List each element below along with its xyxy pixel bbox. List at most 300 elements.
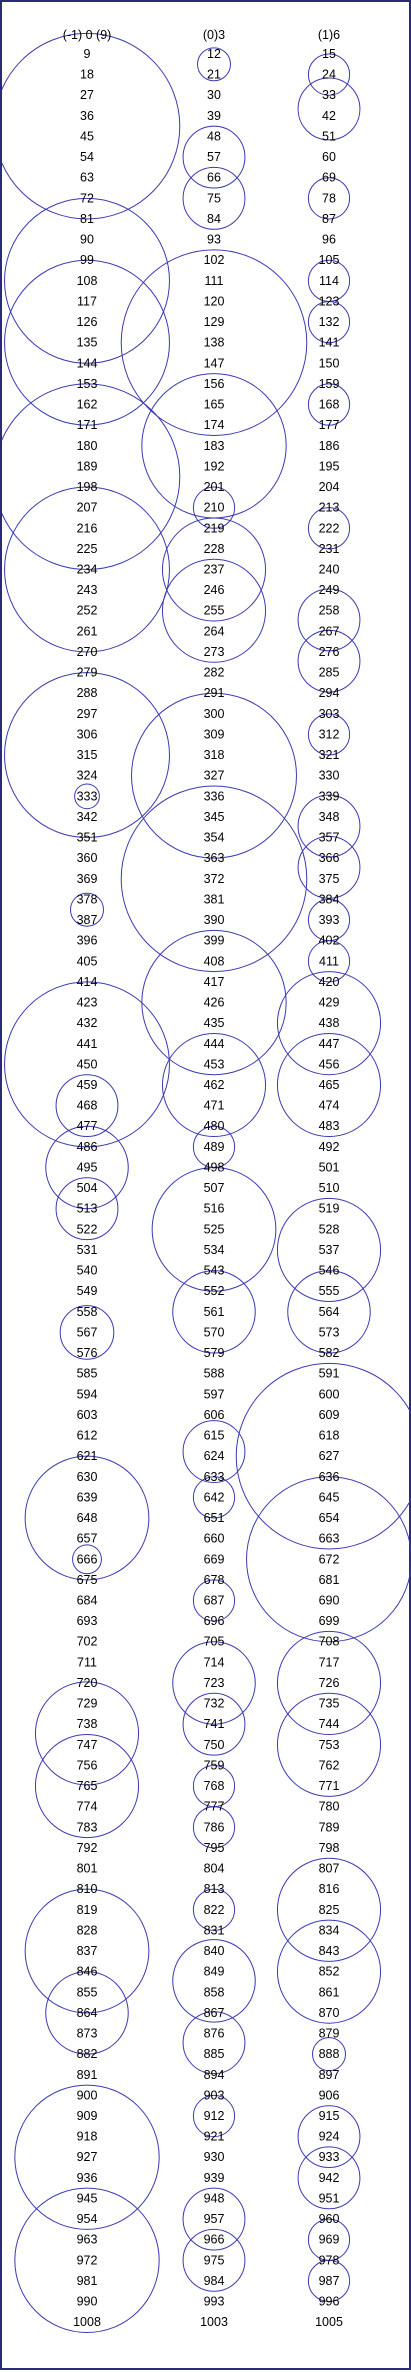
column-2-value: 129 [203, 315, 225, 330]
column-3-value: 285 [318, 665, 340, 680]
column-3-value: 240 [318, 562, 340, 577]
column-3-value: 735 [318, 1696, 340, 1711]
column-2-footer: 1003 [200, 2315, 228, 2330]
column-3-value: 609 [318, 1407, 340, 1422]
column-3-value: 78 [322, 191, 336, 206]
column-3-value: 393 [318, 913, 340, 928]
column-1-value: 918 [76, 2129, 98, 2144]
column-2-value: 993 [203, 2294, 225, 2309]
column-1-value: 954 [76, 2212, 98, 2227]
column-3-value: 60 [322, 150, 336, 165]
column-2-value: 930 [203, 2150, 225, 2165]
column-2-value: 660 [203, 1531, 225, 1546]
column-2-value: 354 [203, 830, 225, 845]
column-2-value: 417 [203, 974, 225, 989]
column-3-value: 492 [318, 1139, 340, 1154]
column-2-value: 237 [203, 562, 225, 577]
column-2-value: 687 [203, 1593, 225, 1608]
column-2-value: 921 [203, 2129, 225, 2144]
column-1-value: 765 [76, 1779, 98, 1794]
column-1-value: 459 [76, 1078, 98, 1092]
column-1-value: 468 [76, 1098, 98, 1113]
column-2-value: 156 [203, 376, 225, 391]
column-2-value: 282 [203, 665, 225, 680]
column-3-value: 186 [318, 438, 340, 453]
column-3-value: 888 [318, 2047, 340, 2062]
column-2-value: 246 [203, 583, 225, 598]
column-3-value: 258 [318, 603, 340, 618]
column-2-value: 399 [203, 933, 225, 948]
column-2-value: 732 [203, 1696, 225, 1711]
column-3-value: 717 [318, 1655, 340, 1670]
column-1-value: 540 [76, 1263, 98, 1278]
column-1-value: 981 [76, 2273, 98, 2288]
column-2-value: 867 [203, 2005, 225, 2020]
column-1-value: 189 [76, 459, 98, 474]
column-2-value: 309 [203, 727, 225, 742]
column-1-value: 279 [76, 665, 98, 680]
column-3-value: 231 [318, 541, 340, 556]
column-2-value: 192 [203, 459, 225, 474]
column-1-value: 261 [76, 624, 98, 639]
column-3-value: 690 [318, 1593, 340, 1608]
column-2-value: 768 [203, 1779, 225, 1794]
column-1-value: 801 [76, 1861, 98, 1876]
column-2-value: 489 [203, 1139, 225, 1154]
column-2-value: 903 [203, 2088, 225, 2103]
column-2-value: 633 [203, 1469, 225, 1484]
column-3-value: 402 [318, 933, 340, 948]
column-1-value: 351 [76, 830, 98, 845]
column-1-value: 180 [76, 438, 98, 453]
column-1-value: 648 [76, 1511, 98, 1526]
column-2-value: 165 [203, 397, 225, 412]
column-1-value: 927 [76, 2150, 98, 2165]
column-3-value: 843 [318, 1944, 340, 1959]
column-3-value: 213 [318, 500, 340, 515]
column-1-value: 828 [76, 1923, 98, 1938]
column-1-value: 90 [80, 232, 94, 247]
column-3-value: 51 [322, 129, 336, 144]
column-1-value: 603 [76, 1407, 98, 1422]
column-1-value: 18 [80, 67, 94, 82]
column-2-value: 111 [204, 273, 224, 288]
column-3-value: 33 [322, 88, 336, 103]
column-1-value: 657 [76, 1531, 98, 1546]
column-3-value: 375 [318, 871, 340, 886]
column-1-value: 675 [76, 1572, 98, 1587]
column-3-value: 195 [318, 459, 340, 474]
column-3-value: 501 [318, 1160, 340, 1175]
column-2-value: 885 [203, 2047, 225, 2062]
column-2-value: 84 [207, 211, 221, 226]
column-1-value: 693 [76, 1614, 98, 1629]
column-3-value: 924 [318, 2129, 340, 2144]
column-3-value: 852 [318, 1964, 340, 1979]
column-2-value: 858 [203, 1985, 225, 2000]
column-2-value: 849 [203, 1964, 225, 1979]
column-2-value: 777 [203, 1799, 225, 1814]
column-3-value: 438 [318, 1016, 340, 1031]
column-2-value: 507 [203, 1181, 225, 1196]
column-2-value: 201 [203, 480, 225, 495]
column-1-value: 576 [76, 1346, 98, 1361]
column-3-footer: 1005 [315, 2315, 343, 2330]
column-3-value: 897 [318, 2067, 340, 2082]
column-3-value: 24 [322, 67, 336, 82]
column-1-value: 342 [76, 809, 98, 824]
column-1-value: 270 [76, 644, 98, 659]
column-3-circle [298, 589, 360, 651]
column-2-value: 390 [203, 913, 225, 928]
column-3-value: 474 [318, 1098, 340, 1113]
column-3-value: 546 [318, 1263, 340, 1278]
column-2-value: 912 [203, 2109, 225, 2123]
column-3-value: 528 [318, 1222, 340, 1237]
column-3-value: 726 [318, 1675, 340, 1690]
column-2-value: 975 [203, 2253, 225, 2268]
column-3-value: 951 [318, 2191, 340, 2206]
column-1-value: 252 [76, 603, 98, 618]
column-3-value: 150 [318, 356, 340, 371]
column-2-value: 48 [207, 129, 221, 144]
column-3-value: 960 [318, 2212, 340, 2227]
column-1-value: 567 [76, 1325, 98, 1340]
column-3-value: 744 [318, 1717, 340, 1732]
column-2-value: 534 [203, 1242, 225, 1257]
column-2-value: 57 [207, 150, 221, 165]
column-1-value: 855 [76, 1985, 98, 2000]
column-1-value: 810 [76, 1882, 98, 1897]
column-2-value: 120 [203, 294, 225, 309]
column-2-value: 102 [203, 253, 225, 268]
column-2-value: 264 [203, 624, 225, 639]
column-2-value: 786 [203, 1820, 225, 1835]
column-3-value: 627 [318, 1449, 340, 1464]
column-3-value: 879 [318, 2026, 340, 2041]
column-2-value: 516 [203, 1201, 225, 1216]
column-1-value: 837 [76, 1944, 98, 1959]
column-2-value: 624 [203, 1449, 225, 1464]
column-1-value: 432 [76, 1016, 98, 1031]
column-3-value: 807 [318, 1861, 340, 1876]
column-3-value: 204 [318, 480, 340, 495]
column-1-value: 495 [76, 1160, 98, 1175]
column-3-value: 177 [318, 418, 340, 433]
column-2-value: 552 [203, 1284, 225, 1299]
column-1-value: 207 [76, 500, 98, 515]
column-3-value: 681 [318, 1572, 340, 1587]
column-3-value: 384 [318, 892, 340, 907]
column-2-value: 696 [203, 1614, 225, 1629]
column-1-value: 486 [76, 1139, 98, 1154]
column-1-value: 909 [76, 2109, 98, 2123]
column-3-value: 780 [318, 1799, 340, 1814]
column-1-value: 243 [76, 583, 98, 598]
column-1-value: 774 [76, 1799, 98, 1814]
column-3-value: 339 [318, 789, 340, 804]
column-3-value: 366 [318, 851, 340, 866]
column-2-value: 318 [203, 748, 225, 763]
column-2-value: 174 [203, 418, 225, 433]
column-1-value: 288 [76, 686, 98, 701]
column-1-value: 306 [76, 727, 98, 742]
column-2-value: 579 [203, 1346, 225, 1361]
column-3-value: 915 [318, 2109, 340, 2123]
column-1-value: 153 [76, 376, 98, 391]
column-2-circle [183, 2012, 245, 2074]
column-2-value: 813 [203, 1882, 225, 1897]
column-2-value: 957 [203, 2212, 225, 2227]
column-2-value: 570 [203, 1325, 225, 1340]
column-2-value: 381 [203, 892, 225, 907]
column-2-value: 210 [203, 500, 225, 515]
column-1-value: 873 [76, 2026, 98, 2041]
column-2-value: 597 [203, 1387, 225, 1402]
column-3-value: 825 [318, 1902, 340, 1917]
column-1-value: 369 [76, 871, 98, 886]
column-3-value: 978 [318, 2253, 340, 2268]
column-2-value: 966 [203, 2232, 225, 2247]
column-1-value: 990 [76, 2294, 98, 2309]
column-3-value: 321 [318, 748, 340, 763]
column-3-value: 672 [318, 1552, 340, 1567]
column-3-value: 753 [318, 1737, 340, 1752]
column-3-value: 636 [318, 1469, 340, 1484]
column-3-value: 456 [318, 1057, 340, 1072]
column-2-value: 471 [203, 1098, 225, 1113]
column-1-value: 558 [76, 1304, 98, 1319]
column-3-value: 618 [318, 1428, 340, 1443]
column-3-value: 141 [318, 335, 340, 350]
column-3-value: 591 [318, 1366, 340, 1381]
column-1-value: 945 [76, 2191, 98, 2206]
column-2-value: 723 [203, 1675, 225, 1690]
column-1-value: 405 [76, 954, 98, 969]
column-3-value: 555 [318, 1284, 340, 1299]
column-2-value: 462 [203, 1078, 225, 1092]
column-2-value: 12 [207, 47, 221, 61]
column-2-value: 147 [203, 356, 225, 371]
column-3-value: 411 [319, 954, 339, 969]
column-1-value: 9 [83, 47, 91, 61]
column-3-value: 537 [318, 1242, 340, 1257]
column-2-value: 642 [203, 1490, 225, 1505]
column-3-value: 996 [318, 2294, 340, 2309]
column-1-value: 108 [76, 273, 98, 288]
column-1-value: 333 [76, 789, 98, 804]
column-3-value: 96 [322, 232, 336, 247]
column-3-value: 987 [318, 2273, 340, 2288]
column-2-value: 750 [203, 1737, 225, 1752]
column-3-value: 564 [318, 1304, 340, 1319]
column-2-value: 984 [203, 2273, 225, 2288]
column-1-value: 684 [76, 1593, 98, 1608]
column-2-value: 714 [203, 1655, 225, 1670]
column-1-value: 936 [76, 2170, 98, 2185]
column-1-value: 387 [76, 913, 98, 928]
column-1-value: 747 [76, 1737, 98, 1752]
column-2-header: (0)3 [202, 28, 226, 42]
column-2-value: 327 [203, 768, 225, 783]
column-2-value: 345 [203, 809, 225, 824]
column-1-value: 630 [76, 1469, 98, 1484]
column-1-value: 783 [76, 1820, 98, 1835]
column-3-value: 654 [318, 1511, 340, 1526]
column-2-value: 372 [203, 871, 225, 886]
column-1-value: 99 [80, 253, 94, 268]
column-1-value: 792 [76, 1840, 98, 1855]
column-1-value: 963 [76, 2232, 98, 2247]
column-1-value: 531 [76, 1242, 98, 1257]
column-1-value: 720 [76, 1675, 98, 1690]
column-2-value: 651 [203, 1511, 225, 1526]
column-1-value: 522 [76, 1222, 98, 1237]
column-3-value: 294 [318, 686, 340, 701]
column-3-value: 114 [319, 273, 339, 288]
column-2-value: 363 [203, 851, 225, 866]
column-1-value: 360 [76, 851, 98, 866]
column-1-value: 414 [76, 974, 98, 989]
column-3-value: 645 [318, 1490, 340, 1505]
column-3-value: 942 [318, 2170, 340, 2185]
column-3-value: 483 [318, 1119, 340, 1134]
column-1-footer: 1008 [73, 2315, 101, 2330]
column-1-value: 441 [76, 1036, 98, 1051]
column-3-value: 267 [318, 624, 340, 639]
column-3-value: 771 [318, 1779, 340, 1794]
column-2-value: 525 [203, 1222, 225, 1237]
column-1-value: 585 [76, 1366, 98, 1381]
column-1-value: 621 [76, 1449, 98, 1464]
column-2-value: 939 [203, 2170, 225, 2185]
column-2-value: 75 [207, 191, 221, 206]
column-2-value: 21 [207, 67, 221, 82]
column-1-value: 450 [76, 1057, 98, 1072]
column-1-value: 36 [80, 108, 94, 123]
column-1-value: 864 [76, 2005, 98, 2020]
column-1-value: 396 [76, 933, 98, 948]
column-2-value: 183 [203, 438, 225, 453]
column-2-value: 741 [203, 1717, 225, 1732]
column-3-value: 519 [318, 1201, 340, 1216]
column-1-value: 972 [76, 2253, 98, 2268]
column-2-value: 759 [203, 1758, 225, 1773]
column-3-value: 663 [318, 1531, 340, 1546]
column-2-value: 435 [203, 1016, 225, 1031]
column-3-value: 573 [318, 1325, 340, 1340]
column-3-value: 132 [318, 315, 340, 330]
column-1-value: 756 [76, 1758, 98, 1773]
column-1-value: 117 [77, 294, 97, 309]
column-2-value: 705 [203, 1634, 225, 1649]
column-2-value: 543 [203, 1263, 225, 1278]
column-1-value: 378 [76, 892, 98, 907]
column-3-value: 159 [318, 376, 340, 391]
column-3-value: 789 [318, 1820, 340, 1835]
number-column-diagram [2, 2, 411, 2372]
column-3-value: 249 [318, 583, 340, 598]
column-1-value: 135 [76, 335, 98, 350]
column-1-value: 738 [76, 1717, 98, 1732]
column-1-value: 63 [80, 170, 94, 185]
column-1-value: 549 [76, 1284, 98, 1299]
column-2-value: 408 [203, 954, 225, 969]
column-3-header: (1)6 [317, 28, 341, 42]
column-2-value: 561 [203, 1304, 225, 1319]
column-2-value: 804 [203, 1861, 225, 1876]
column-1-header: (-1) 0 (9) [62, 28, 112, 42]
column-3-value: 906 [318, 2088, 340, 2103]
column-1-value: 171 [76, 418, 98, 433]
column-2-value: 93 [207, 232, 221, 247]
column-1-value: 846 [76, 1964, 98, 1979]
column-1-value: 891 [76, 2067, 98, 2082]
column-1-value: 324 [76, 768, 98, 783]
column-3-value: 465 [318, 1078, 340, 1092]
column-3-value: 357 [318, 830, 340, 845]
column-3-value: 348 [318, 809, 340, 824]
column-2-value: 606 [203, 1407, 225, 1422]
column-3-value: 222 [318, 521, 340, 536]
column-1-value: 900 [76, 2088, 98, 2103]
column-1-value: 72 [80, 191, 94, 206]
column-2-value: 453 [203, 1057, 225, 1072]
column-1-value: 27 [80, 88, 94, 103]
column-3-value: 870 [318, 2005, 340, 2020]
column-1-value: 297 [76, 706, 98, 721]
column-1-value: 162 [76, 397, 98, 412]
column-3-value: 762 [318, 1758, 340, 1773]
column-3-circle [298, 630, 360, 692]
column-1-value: 234 [76, 562, 98, 577]
column-2-value: 255 [203, 603, 225, 618]
column-2-value: 894 [203, 2067, 225, 2082]
column-3-value: 69 [322, 170, 336, 185]
column-2-value: 669 [203, 1552, 225, 1567]
column-1-value: 711 [77, 1655, 97, 1670]
column-1-value: 702 [76, 1634, 98, 1649]
column-3-circle [298, 836, 360, 898]
column-3-value: 330 [318, 768, 340, 783]
column-1-value: 45 [80, 129, 94, 144]
column-2-value: 948 [203, 2191, 225, 2206]
column-3-value: 510 [318, 1181, 340, 1196]
column-3-value: 861 [318, 1985, 340, 2000]
column-3-value: 42 [322, 108, 336, 123]
column-3-value: 834 [318, 1923, 340, 1938]
column-3-value: 582 [318, 1346, 340, 1361]
column-2-value: 588 [203, 1366, 225, 1381]
column-1-value: 819 [76, 1902, 98, 1917]
column-1-value: 216 [76, 521, 98, 536]
column-1-value: 666 [76, 1552, 98, 1567]
column-3-value: 699 [318, 1614, 340, 1629]
column-2-value: 876 [203, 2026, 225, 2041]
column-2-value: 480 [203, 1119, 225, 1134]
column-2-value: 228 [203, 541, 225, 556]
column-2-value: 219 [203, 521, 225, 536]
column-3-value: 87 [322, 211, 336, 226]
column-2-value: 444 [203, 1036, 225, 1051]
column-3-value: 933 [318, 2150, 340, 2165]
column-1-value: 639 [76, 1490, 98, 1505]
column-2-value: 300 [203, 706, 225, 721]
column-1-value: 54 [80, 150, 94, 165]
column-2-value: 66 [207, 170, 221, 185]
column-1-value: 594 [76, 1387, 98, 1402]
column-3-value: 429 [318, 995, 340, 1010]
